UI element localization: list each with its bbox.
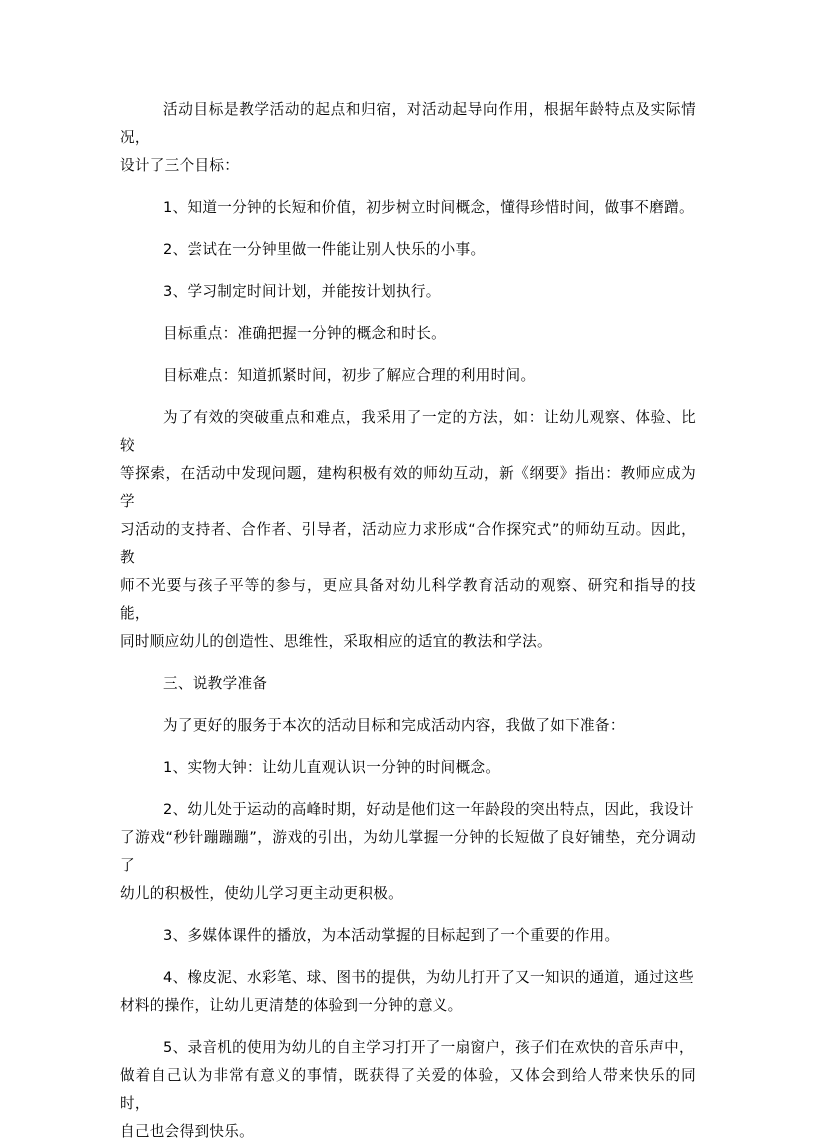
paragraph-preparation-2: 2、幼儿处于运动的高峰时期，好动是他们这一年龄段的突出特点，因此，我设计 了游戏“秒针蹦蹦蹦”，游戏的引出，为幼儿掌握一分钟的长短做了良好铺垫，充分调动了 幼儿的积极性，使幼儿学习更主动更积极。: [120, 801, 696, 902]
paragraph-difficult-point: 目标难点：知道抓紧时间，初步了解应合理的利用时间。: [163, 367, 536, 384]
paragraph-preparation-3: 3、多媒体课件的播放，为本活动掌握的目标起到了一个重要的作用。: [163, 927, 620, 944]
paragraph-key-point: 目标重点：准确把握一分钟的概念和时长。: [163, 325, 446, 342]
paragraph-preparation-intro: 为了更好的服务于本次的活动目标和完成活动内容，我做了如下准备：: [163, 717, 625, 734]
paragraph-preparation-5: 5、录音机的使用为幼儿的自主学习打开了一扇窗户，孩子们在欢快的音乐声中， 做着自己认为非常有意义的事情，既获得了关爱的体验，又体会到给人带来快乐的同时， 自己也会得到快乐。: [120, 1039, 696, 1140]
paragraph-objective-3: 3、学习制定时间计划，并能按计划执行。: [163, 283, 441, 300]
paragraph-preparation-4: 4、橡皮泥、水彩笔、球、图书的提供，为幼儿打开了又一知识的通道，通过这些 材料的操作，让幼儿更清楚的体验到一分钟的意义。: [120, 969, 694, 1014]
document-page: [120, 96, 696, 1146]
paragraph-objectives-intro: 活动目标是教学活动的起点和归宿，对活动起导向作用，根据年龄特点及实际情况， 设计了三个目标：: [120, 101, 696, 174]
paragraph-preparation-1: 1、实物大钟：让幼儿直观认识一分钟的时间概念。: [163, 759, 501, 776]
paragraph-objective-1: 1、知道一分钟的长短和价值，初步树立时间概念，懂得珍惜时间，做事不磨蹭。: [163, 199, 694, 216]
paragraph-methods: 为了有效的突破重点和难点，我采用了一定的方法，如：让幼儿观察、体验、比较 等探索，在活动中发现问题，建构积极有效的师幼互动，新《纲要》指出：教师应成为学 习活动的支持者、合作者、引导者，活动应力求形成“合作探究式”的师幼互动。因此，教 师不光要与孩子平等的参与，更应具备对幼儿科学教育活动的观察、研究和指导的技能， 同时顺应幼儿的创造性、思维性，采取相应的适宜的教法和学法。: [120, 409, 696, 650]
paragraph-objective-2: 2、尝试在一分钟里做一件能让别人快乐的小事。: [163, 241, 486, 258]
section-heading-preparation: 三、说教学准备: [163, 675, 268, 692]
